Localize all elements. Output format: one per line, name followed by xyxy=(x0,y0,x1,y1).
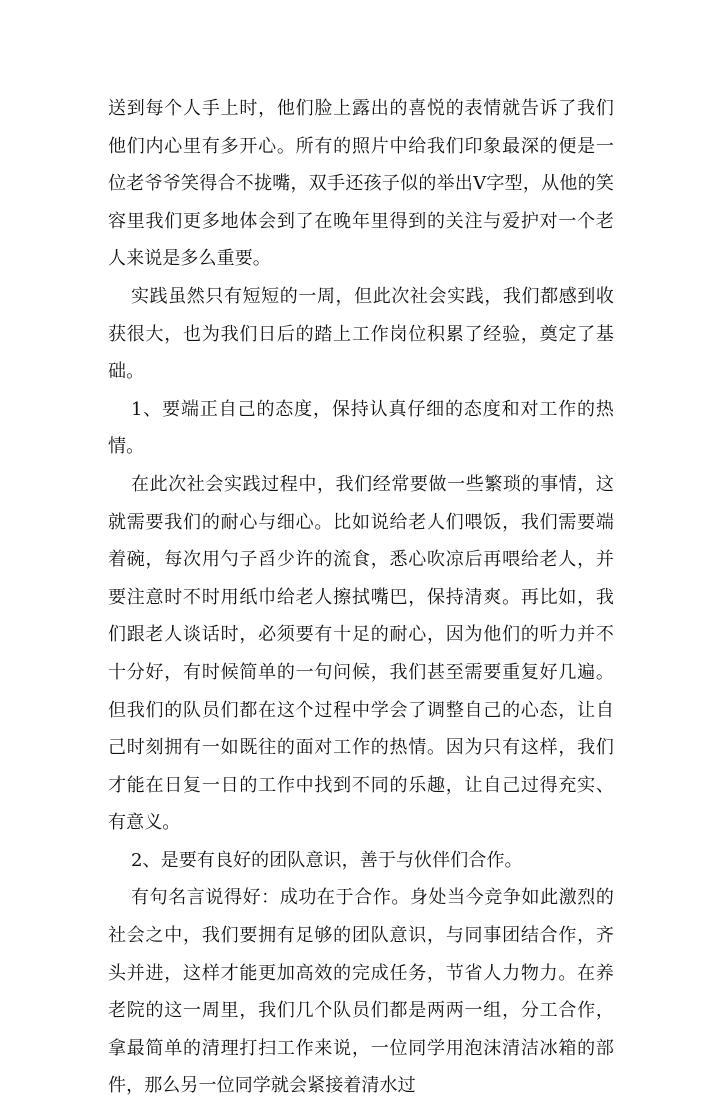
document-body xyxy=(108,90,614,1105)
paragraph-continuation: 送到每个人手上时，他们脸上露出的喜悦的表情就告诉了我们他们内心里有多开心。所有的照片中给我们印象最深的便是一位老爷爷笑得合不拢嘴，双手还孩子似的举出V字型，从他的笑容里我们更多地体会到了在晚年里得到的关注与爱护对一个老人来说是多么重要。 xyxy=(108,98,614,270)
paragraph-summary: 实践虽然只有短短的一周，但此次社会实践，我们都感到收获很大，也为我们日后的踏上工作岗位积累了经验，奠定了基础。 xyxy=(108,285,614,383)
paragraph-point-1: 在此次社会实践过程中，我们经常要做一些繁琐的事情，这就需要我们的耐心与细心。比如说给老人们喂饭，我们需要端着碗，每次用勺子舀少许的流食，悉心吹凉后再喂给老人，并要注意时不时用纸巾给老人擦拭嘴巴，保持清爽。再比如，我们跟老人谈话时，必须要有十足的耐心，因为他们的听力并不十分好，有时候简单的一句问候，我们甚至需要重复好几遍。但我们的队员们都在这个过程中学会了调整自己的心态，让自己时刻拥有一如既往的面对工作的热情。因为只有这样，我们才能在日复一日的工作中找到不同的乐趣，让自己过得充实、有意义。 xyxy=(108,473,614,834)
point-heading-1: 1、要端正自己的态度，保持认真仔细的态度和对工作的热情。 xyxy=(108,398,614,458)
paragraph-point-2: 有句名言说得好：成功在于合作。身处当今竞争如此激烈的社会之中，我们要拥有足够的团队意识，与同事团结合作，齐头并进，这样才能更加高效的完成任务，节省人力物力。在养老院的这一周里，我们几个队员们都是两两一组，分工合作，拿最简单的清理打扫工作来说，一位同学用泡沫清洁冰箱的部件，那么另一位同学就会紧接着清水过 xyxy=(108,887,614,1097)
point-heading-2: 2、是要有良好的团队意识，善于与伙伴们合作。 xyxy=(131,849,523,871)
